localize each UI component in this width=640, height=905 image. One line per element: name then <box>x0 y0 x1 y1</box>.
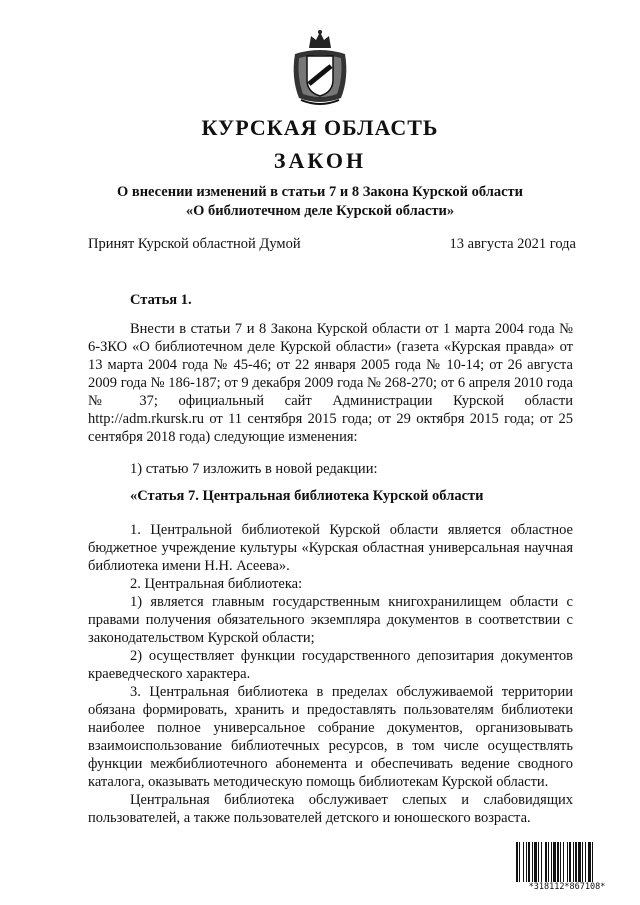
barcode-number: *318112*867108* <box>528 882 606 892</box>
law-subtitle <box>0 183 640 221</box>
paragraph: 1. Центральной библиотекой Курской области является областное бюджетное учреждение культуры «Курская областная универсальная научная библиотека имени Н.Н. Асеева». <box>88 522 573 574</box>
paragraph: 1) является главным государственным книгохранилищем области с правами получения обязательного экземпляра документов в соответствии с законодательством Курской области; <box>88 594 573 646</box>
region-title: КУРСКАЯ ОБЛАСТЬ <box>201 115 439 140</box>
barcode-icon <box>515 842 619 882</box>
article-heading: Статья 1. <box>130 292 192 308</box>
subtitle-line-2: «О библиотечном деле Курской области» <box>185 203 455 219</box>
quoted-article-body <box>88 521 573 827</box>
paragraph: 2) осуществляет функции государственного депозитария документов краеведческого характера. <box>88 648 573 682</box>
kursk-coat-of-arms-icon <box>287 28 353 108</box>
document-type-title: ЗАКОН <box>273 148 367 173</box>
paragraph: Центральная библиотека обслуживает слепых и слабовидящих пользователей, а также пользователей детского и юношеского возраста. <box>88 792 573 826</box>
subtitle-line-1: О внесении изменений в статьи 7 и 8 Закона Курской области <box>116 184 524 200</box>
quoted-article-heading: «Статья 7. Центральная библиотека Курской области <box>130 488 484 504</box>
paragraph: 3. Центральная библиотека в пределах обслуживаемой территории обязана формировать, хранить и предоставлять пользователям библиотеки наиболее полное универсальное собрание документов, организовывать взаимоиспользование библиотечных ресурсов, в том числе осуществлять функции межбиблиотечного абонемента и обеспечивать ведение сводного каталога, оказывать методическую помощь библиотекам Курской области. <box>88 684 573 790</box>
article-intro-paragraph: Внести в статьи 7 и 8 Закона Курской области от 1 марта 2004 года № 6-ЗКО «О библиотечном деле Курской области» (газета «Курская правда» от 13 марта 2004 года № 45-46; от 22 января 2005 года № 10-14; от 26 августа 2009 года № 186-187; от 9 декабря 2009 года № 268-270; от 6 апреля 2010 года № 37; официальный сайт Администрации Курской области http://adm.rkursk.ru от 11 сентября 2015 года; от 29 октября 2015 года; от 25 сентября 2018 года) следующие изменения: <box>88 321 573 445</box>
adoption-date: 13 августа 2021 года <box>449 236 576 252</box>
amendment-item-1: 1) статью 7 изложить в новой редакции: <box>130 461 378 477</box>
adopted-by: Принят Курской областной Думой <box>88 236 301 252</box>
paragraph: 2. Центральная библиотека: <box>130 576 303 592</box>
